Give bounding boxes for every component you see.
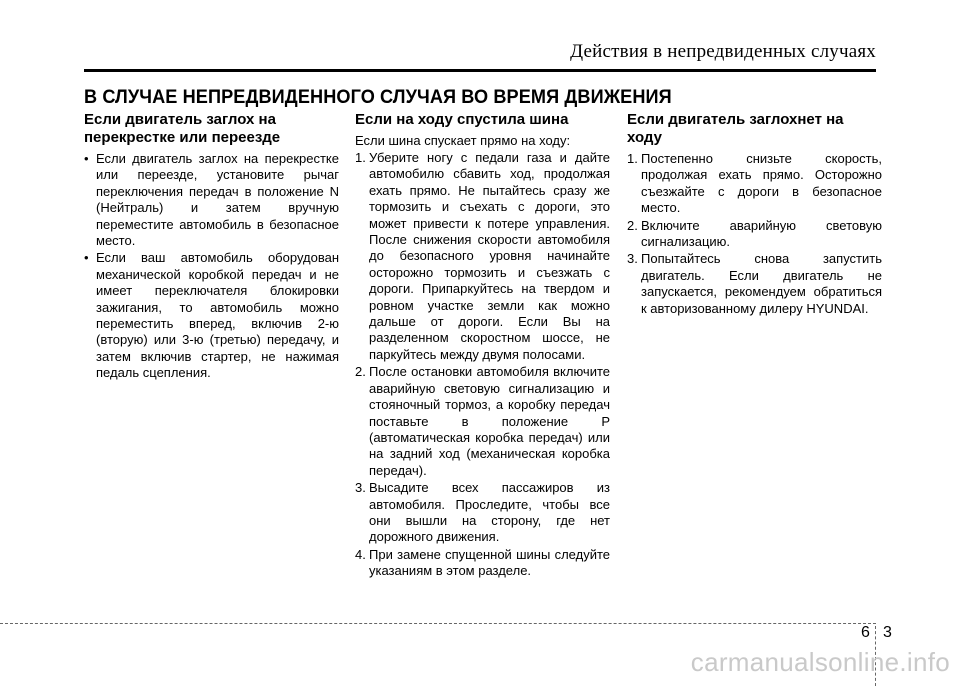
step-number: 2. xyxy=(355,364,366,380)
numbered-list xyxy=(627,151,882,317)
numbered-list xyxy=(355,150,610,580)
page-number: 3 xyxy=(883,624,892,641)
step-number: 1. xyxy=(355,150,366,165)
list-item-text: Включите аварийную световую сигнализацию. xyxy=(641,217,882,250)
column-heading: Если двигатель заглох на перекрестке или переезде xyxy=(84,111,281,146)
column-engine-stall-driving xyxy=(627,111,882,318)
list-item xyxy=(355,150,610,363)
list-item xyxy=(627,251,882,317)
running-header: Действия в непредвиденных случаях xyxy=(570,41,876,62)
bullet-list xyxy=(84,151,339,382)
step-number: 3. xyxy=(355,480,366,496)
list-item-text: При замене спущенной шины следуйте указаниям в этом разделе. xyxy=(369,546,610,579)
list-item xyxy=(84,250,339,381)
list-item-text: Если ваш автомобиль оборудован механической коробкой передач и не имеет переключателя блокировки зажигания, то автомобиль можно переместить вперед, включив 2-ю (вторую) или 3-ю (третью) передачу, и затем включив стартер, не нажимая педаль сцепления. xyxy=(96,250,339,381)
list-item xyxy=(627,151,882,217)
watermark: carmanualsonline.info xyxy=(690,647,950,677)
header-rule xyxy=(84,69,876,72)
column-flat-tire xyxy=(355,111,610,581)
bullet-marker: • xyxy=(84,250,89,266)
step-number: 3. xyxy=(627,251,638,267)
list-item-text: Уберите ногу с педали газа и дайте автомобилю сбавить ход, продолжая ехать прямо. Не пытайтесь сразу же тормозить и съехать с дороги, это может привести к потере управления. После снижения скорости автомобиля до безопасного уровня начинайте осторожно тормозить и съезжать с дороги. Припаркуйтесь на твердом и ровном участке земли как можно дальше от дороги. Если Вы на разделенном скоростном шоссе, не паркуйтесь между двумя полосами. xyxy=(369,150,610,362)
list-item xyxy=(84,151,339,249)
list-item-text: Высадите всех пассажиров из автомобиля. Проследите, чтобы все они вышли на сторону, где нет дорожного движения. xyxy=(369,480,610,545)
list-item xyxy=(355,364,610,479)
step-number: 1. xyxy=(627,151,638,166)
section-title: В СЛУЧАЕ НЕПРЕДВИДЕННОГО СЛУЧАЯ ВО ВРЕМЯ ДВИЖЕНИЯ xyxy=(84,86,672,108)
bullet-marker: • xyxy=(84,151,89,166)
step-number: 4. xyxy=(355,546,366,562)
list-item-text: Если двигатель заглох на перекрестке или переезде, установите рычаг переключения передач в положение N (Нейтраль) и затем вручную переместите автомобиль в безопасное место. xyxy=(96,151,339,249)
column-heading: Если двигатель заглохнет на ходу xyxy=(627,111,844,146)
lead-text: Если шина спускает прямо на ходу: xyxy=(355,133,571,148)
list-item xyxy=(355,480,610,546)
list-item-text: Постепенно снизьте скорость, продолжая ехать прямо. Осторожно съезжайте с дороги в безопасное место. xyxy=(641,151,882,216)
list-item xyxy=(627,218,882,251)
footer-rule xyxy=(0,623,876,624)
list-item-text: После остановки автомобиля включите аварийную световую сигнализацию и стояночный тормоз, а коробку передач поставьте в положение P (автоматическая коробка передач) или на задний ход (механическая коробка передач). xyxy=(369,364,610,478)
step-number: 2. xyxy=(627,217,638,233)
column-engine-stall-crossing xyxy=(84,111,339,383)
column-heading: Если на ходу спустила шина xyxy=(355,111,569,128)
list-item xyxy=(355,547,610,580)
list-item-text: Попытайтесь снова запустить двигатель. Если двигатель не запускается, рекомендуем обратиться к авторизованному дилеру HYUNDAI. xyxy=(641,251,882,316)
chapter-number: 6 xyxy=(861,624,870,641)
